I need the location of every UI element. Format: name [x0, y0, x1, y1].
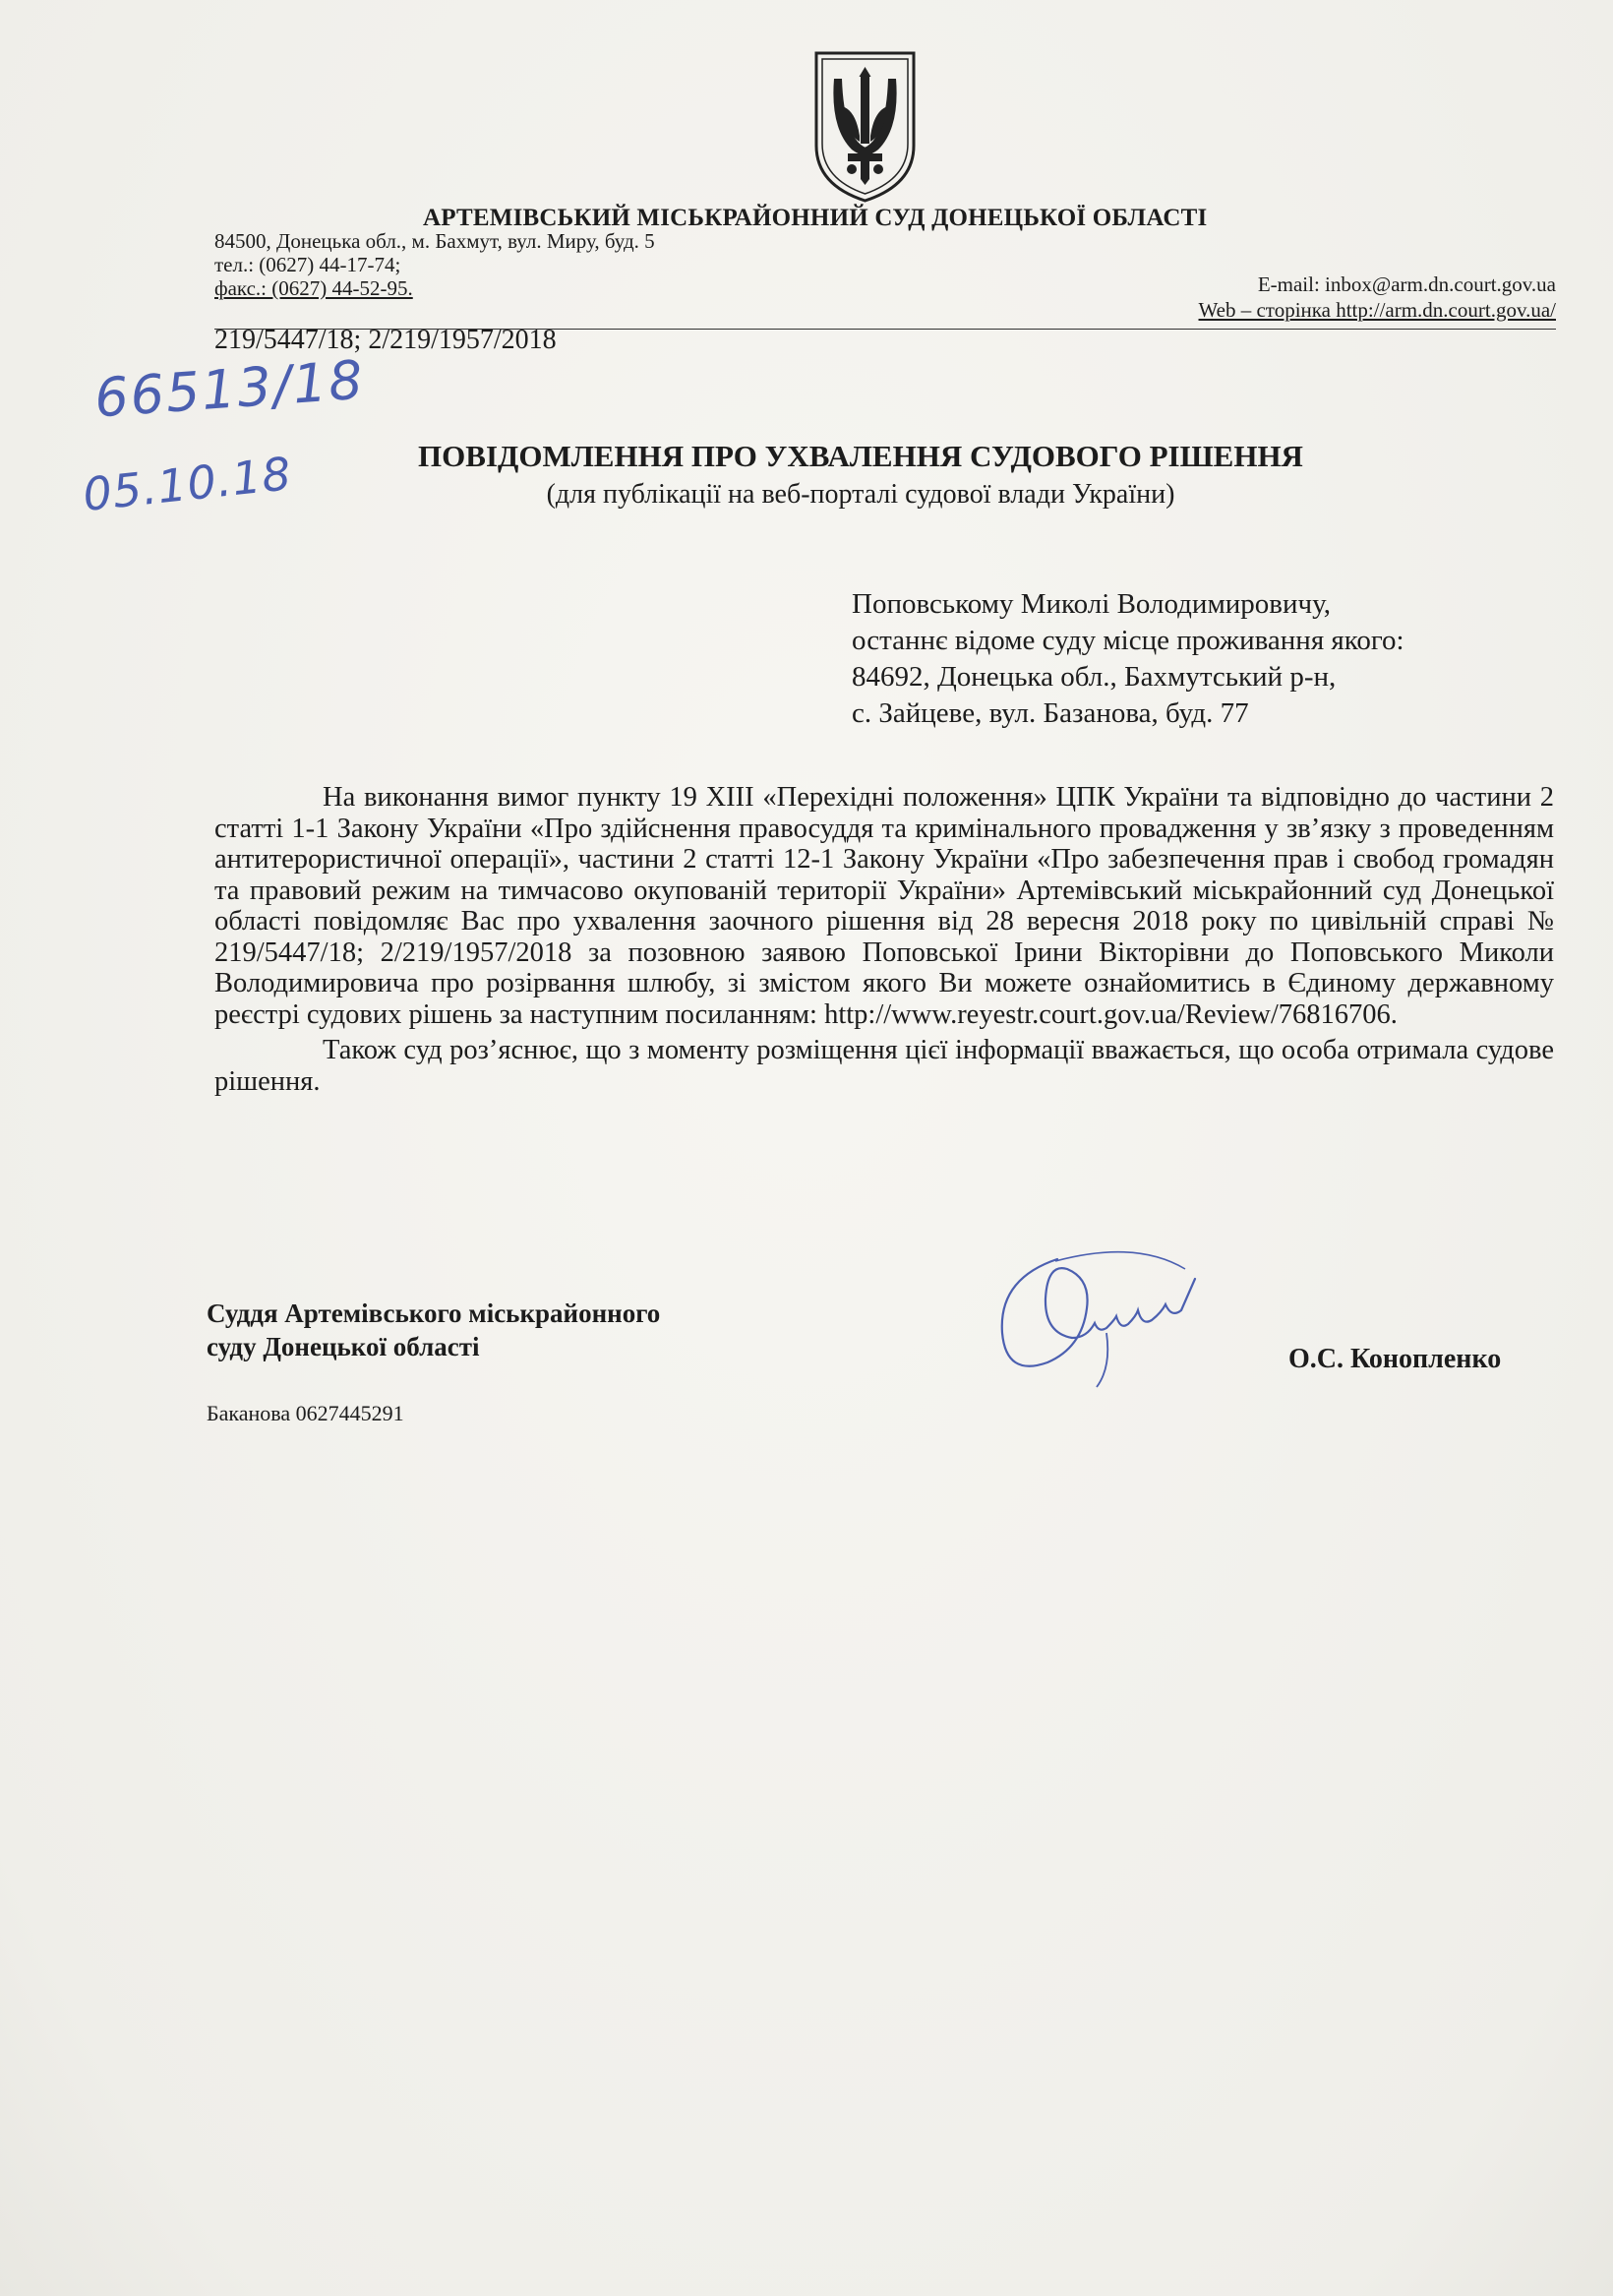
- court-name: АРТЕМІВСЬКИЙ МІСЬКРАЙОННИЙ СУД ДОНЕЦЬКОЇ ОБЛАСТІ: [423, 205, 1208, 231]
- recipient-note: останнє відоме суду місце проживання якого:: [852, 625, 1404, 656]
- recipient-name: Поповському Миколі Володимировичу,: [852, 588, 1331, 620]
- judge-position-line2: суду Донецької області: [207, 1332, 480, 1361]
- court-email: E-mail: inbox@arm.dn.court.gov.ua: [1257, 272, 1556, 296]
- judge-position: [207, 1297, 660, 1363]
- body-paragraph-1: На виконання вимог пункту 19 ХІІІ «Перехідні положення» ЦПК України та відповідно до частини 2 статті 1-1 Закону України «Про здійснення правосуддя та кримінального провадження у зв’язку з проведенням антитерористичної операції», частини 2 статті 12-1 Закону України «Про забезпечення прав і свобод громадян та правовий режим на тимчасово окупованій території України» Артемівський міськрайонний суд Донецької області повідомляє Вас про ухвалення заочного рішення від 28 вересня 2018 року по цивільній справі № 219/5447/18; 2/219/1957/2018 за позовною заявою Поповської Ірини Вікторівни до Поповського Миколи Володимировича про розірвання шлюбу, зі змістом якого Ви можете ознайомитись в Єдиному державному реєстрі судових рішень за наступним посиланням: http://www.reyestr.court.gov.ua/Review/76816706.: [214, 782, 1554, 1030]
- court-website: Web – сторінка http://arm.dn.court.gov.ua/: [1198, 298, 1556, 322]
- judge-position-line1: Суддя Артемівського міськрайонного: [207, 1299, 661, 1328]
- case-number: 219/5447/18; 2/219/1957/2018: [214, 325, 557, 355]
- handwritten-date: 05.10.18: [80, 447, 295, 521]
- court-phone: тел.: (0627) 44-17-74;: [214, 253, 401, 276]
- ukraine-trident-emblem-icon: [808, 47, 922, 205]
- handwritten-registration-number: 66513/18: [92, 348, 367, 430]
- recipient-block: [852, 586, 1404, 732]
- court-contacts: [1199, 272, 1556, 323]
- document-subtitle: (для публікації на веб-порталі судової влади України): [546, 479, 1175, 510]
- clerk-contact: Баканова 0627445291: [207, 1401, 404, 1425]
- judge-name: О.С. Конопленко: [1288, 1344, 1502, 1374]
- notice-body: [214, 782, 1554, 1097]
- recipient-address-line1: 84692, Донецька обл., Бахмутський р-н,: [852, 661, 1337, 693]
- judge-signature: [988, 1239, 1215, 1407]
- recipient-address-line2: с. Зайцеве, вул. Базанова, буд. 77: [852, 697, 1249, 729]
- court-address-block: [214, 229, 655, 300]
- court-fax: факс.: (0627) 44-52-95.: [214, 276, 413, 300]
- document-title: ПОВІДОМЛЕННЯ ПРО УХВАЛЕННЯ СУДОВОГО РІШЕННЯ: [418, 439, 1303, 473]
- court-address: 84500, Донецька обл., м. Бахмут, вул. Миру, буд. 5: [214, 229, 655, 253]
- body-paragraph-2: Також суд роз’яснює, що з моменту розміщення цієї інформації вважається, що особа отримала судове рішення.: [214, 1035, 1554, 1097]
